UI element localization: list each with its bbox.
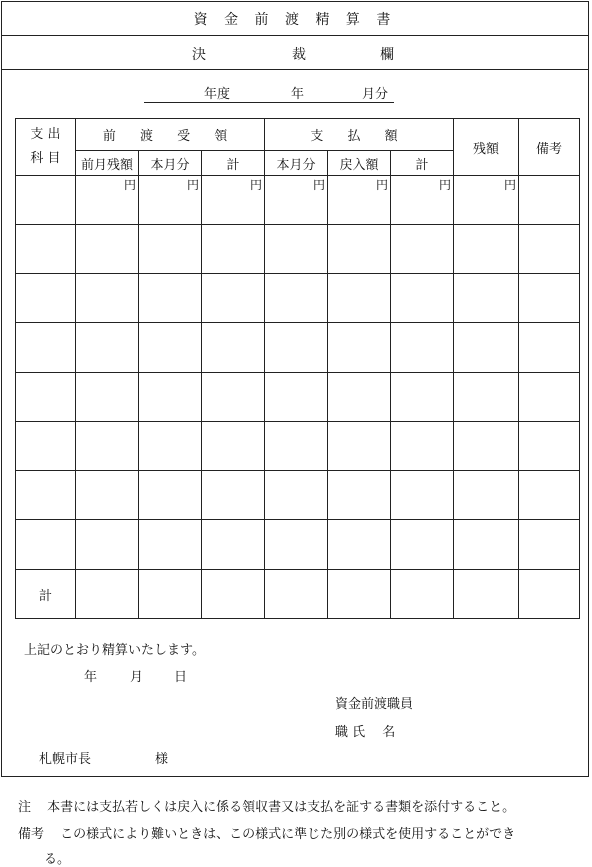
- approval-label-3: 欄: [380, 47, 394, 63]
- yen-unit: 円: [76, 176, 139, 225]
- note-2-label: 備考: [18, 827, 45, 842]
- period-month: 月分: [362, 87, 389, 102]
- approval-row: [2, 35, 588, 70]
- total-row-label: 計: [16, 570, 76, 619]
- note-1: [18, 796, 515, 815]
- table-row: [16, 274, 580, 323]
- approval-label-2: 裁: [292, 47, 306, 63]
- yen-unit: 円: [139, 176, 202, 225]
- note-1-text: 本書には支払若しくは戻入に係る領収書又は支払を証する書類を添付すること。: [47, 800, 516, 815]
- header-paid-this-month: 本月分: [265, 151, 328, 176]
- header-prev-balance: 前月残額: [76, 151, 139, 176]
- header-paid: 支 払 額: [265, 119, 454, 151]
- period-line: [144, 82, 394, 103]
- yen-unit: 円: [328, 176, 391, 225]
- official-name-label: 職 氏 名: [335, 725, 396, 740]
- table-row: [16, 225, 580, 274]
- total-row: [16, 570, 580, 619]
- header-received-total: 計: [202, 151, 265, 176]
- form-frame: [1, 1, 589, 777]
- form-title: 資 金 前 渡 精 算 書: [2, 2, 588, 36]
- table-row: [16, 471, 580, 520]
- header-this-month: 本月分: [139, 151, 202, 176]
- header-refund: 戻入額: [328, 151, 391, 176]
- yen-unit: 円: [454, 176, 519, 225]
- note-2-text: この様式により難いときは、この様式に準じた別の様式を使用することができ: [60, 827, 516, 842]
- header-received: 前 渡 受 領: [76, 119, 265, 151]
- approval-label-1: 決: [192, 47, 206, 63]
- note-1-label: 注: [18, 800, 32, 815]
- settlement-table: [15, 118, 580, 619]
- official-title: 資金前渡職員: [335, 697, 414, 712]
- table-row: [16, 323, 580, 373]
- header-paid-total: 計: [391, 151, 454, 176]
- honorific: 様: [155, 752, 169, 767]
- statement-text: 上記のとおり精算いたします。: [24, 643, 205, 658]
- header-subject: [16, 119, 76, 176]
- date-year: 年: [84, 670, 98, 685]
- date-month: 月: [130, 670, 144, 685]
- table-cell: [519, 176, 580, 225]
- date-day: 日: [174, 670, 188, 685]
- header-balance: 残額: [454, 119, 519, 176]
- header-subject-bottom: 科 目: [30, 151, 61, 166]
- note-2-continuation: る。: [44, 852, 71, 867]
- period-year: 年: [291, 87, 305, 102]
- period-fiscal-year: 年度: [204, 87, 231, 102]
- table-row: [16, 422, 580, 471]
- header-subject-top: 支 出: [30, 127, 61, 142]
- table-row: [16, 373, 580, 422]
- header-remarks: 備考: [519, 119, 580, 176]
- yen-unit: 円: [202, 176, 265, 225]
- note-2: [18, 823, 515, 842]
- yen-unit: 円: [265, 176, 328, 225]
- yen-unit: 円: [391, 176, 454, 225]
- addressee: 札幌市長: [39, 752, 92, 767]
- table-cell: [16, 176, 76, 225]
- table-row: [16, 520, 580, 570]
